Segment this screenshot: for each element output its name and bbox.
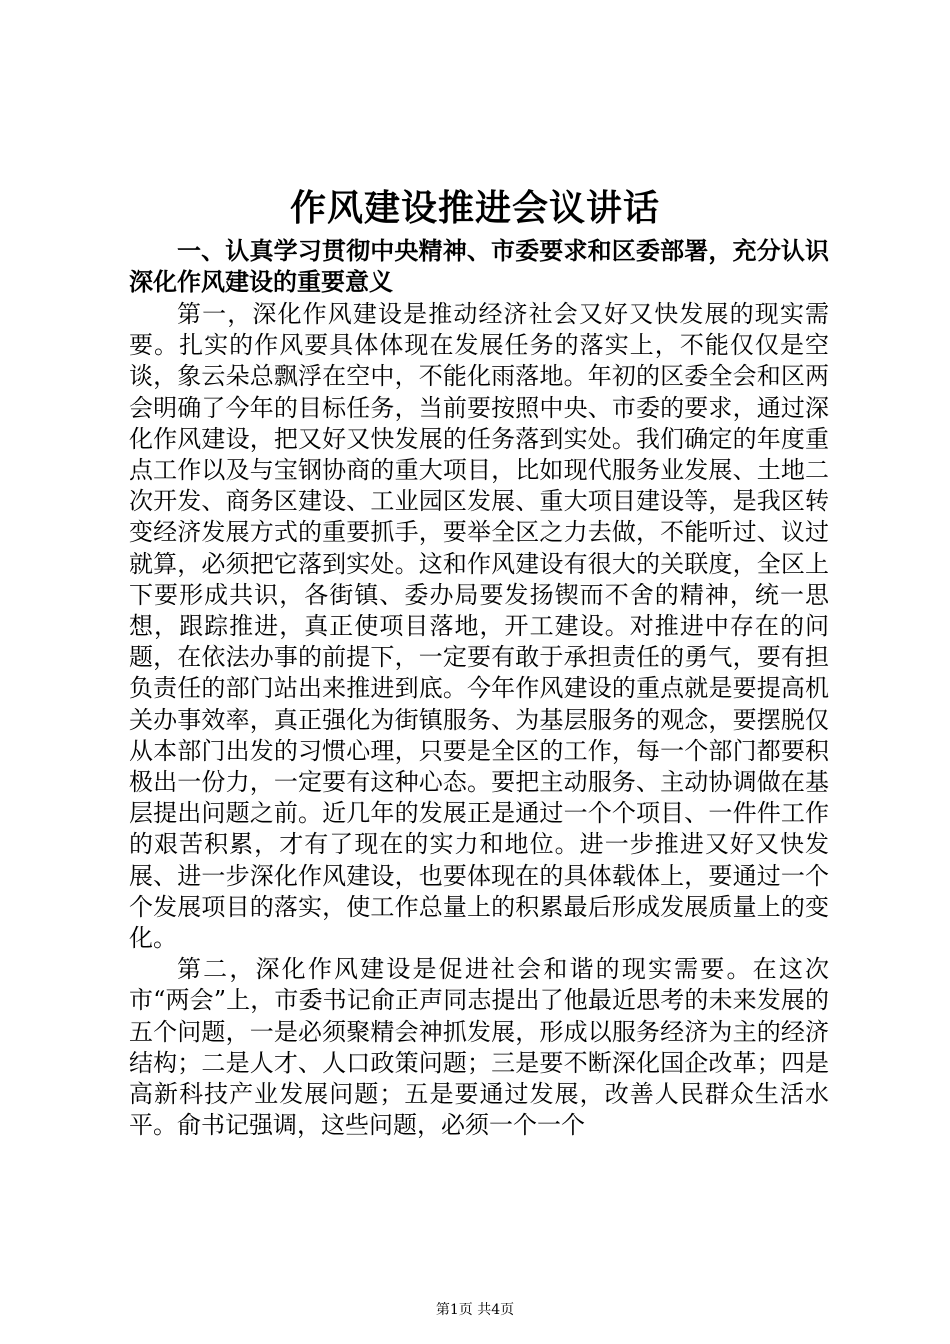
page-number-footer: 第1页 共4页 [435, 1302, 515, 1318]
paragraph-2: 第二，深化作风建设是促进社会和谐的现实需要。在这次市“两会”上，市委书记俞正声同志提出了他最近思考的未来发展的五个问题，一是必须聚精会神抓发展，形成以服务经济为主的经济结构；二是人才、人口政策问题；三是要不断深化国企改革；四是高新科技产业发展问题；五是要通过发展，改善人民群众生活水平。俞书记强调，这些问题，必须一个一个 [129, 955, 829, 1140]
section-heading: 一、认真学习贯彻中央精神、市委要求和区委部署，充分认识深化作风建设的重要意义 [129, 237, 829, 296]
document-body [129, 299, 829, 1141]
paragraph-1: 第一，深化作风建设是推动经济社会又好又快发展的现实需要。扎实的作风要具体体现在发展任务的落实上，不能仅仅是空谈，象云朵总飘浮在空中，不能化雨落地。年初的区委全会和区两会明确了今年的目标任务，当前要按照中央、市委的要求，通过深化作风建设，把又好又快发展的任务落到实处。我们确定的年度重点工作以及与宝钢协商的重大项目，比如现代服务业发展、土地二次开发、商务区建设、工业园区发展、重大项目建设等，是我区转变经济发展方式的重要抓手，要举全区之力去做，不能听过、议过就算，必须把它落到实处。这和作风建设有很大的关联度，全区上下要形成共识，各街镇、委办局要发扬锲而不舍的精神，统一思想，跟踪推进，真正使项目落地，开工建设。对推进中存在的问题，在依法办事的前提下，一定要有敢于承担责任的勇气，要有担负责任的部门站出来推进到底。今年作风建设的重点就是要提高机关办事效率，真正强化为街镇服务、为基层服务的观念，要摆脱仅从本部门出发的习惯心理，只要是全区的工作，每一个部门都要积极出一份力，一定要有这种心态。要把主动服务、主动协调做在基层提出问题之前。近几年的发展正是通过一个个项目、一件件工作的艰苦积累，才有了现在的实力和地位。进一步推进又好又快发展、进一步深化作风建设，也要体现在的具体载体上，要通过一个个发展项目的落实，使工作总量上的积累最后形成发展质量上的变化。 [129, 300, 829, 953]
document-title: 作风建设推进会议讲话 [289, 187, 660, 229]
